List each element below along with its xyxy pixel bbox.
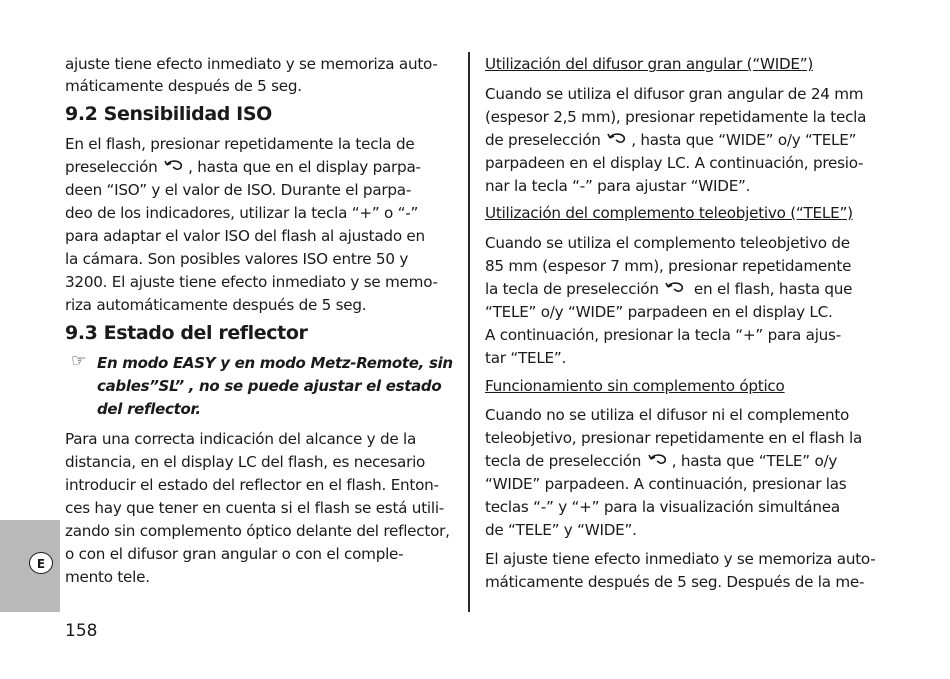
subheading-wide: Utilización del difusor gran angular (“WIDE”) xyxy=(485,55,814,73)
body-line: parpadeen en el display LC. A continuación, presio- xyxy=(485,154,864,172)
body-line: En el flash, presionar repetidamente la tecla de xyxy=(65,135,415,153)
body-line: distancia, en el display LC del flash, es necesario xyxy=(65,453,426,471)
intro-line: ajuste tiene efecto inmediato y se memoriza auto- xyxy=(65,55,438,73)
curved-arrow-icon xyxy=(607,132,629,146)
body-line: la tecla de preselección en el flash, hasta que xyxy=(485,280,853,298)
note-line: En modo EASY y en modo Metz-Remote, sin xyxy=(97,354,453,372)
body-line: “TELE” o/y “WIDE” parpadeen en el display LC. xyxy=(485,303,833,321)
body-line: A continuación, presionar la tecla “+” para ajus- xyxy=(485,326,841,344)
body-line: 85 mm (espesor 7 mm), presionar repetidamente xyxy=(485,257,852,275)
body-line: preselección , hasta que en el display parpa- xyxy=(65,158,421,176)
body-line: de “TELE” y “WIDE”. xyxy=(485,521,637,539)
body-line: ces hay que tener en cuenta si el flash se está utili- xyxy=(65,499,445,517)
body-line: o con el difusor gran angular o con el comple- xyxy=(65,545,404,563)
language-badge: E xyxy=(29,552,53,574)
body-line: Cuando se utiliza el difusor gran angular de 24 mm xyxy=(485,85,864,103)
body-line: riza automáticamente después de 5 seg. xyxy=(65,296,367,314)
body-line: para adaptar el valor ISO del flash al ajustado en xyxy=(65,227,425,245)
body-line: introducir el estado del reflector en el flash. Enton- xyxy=(65,476,439,494)
body-line: tecla de preselección , hasta que “TELE” o/y xyxy=(485,452,838,470)
subheading-no-optic: Funcionamiento sin complemento óptico xyxy=(485,377,785,395)
body-line: El ajuste tiene efecto inmediato y se memoriza auto- xyxy=(485,550,876,568)
body-line: deo de los indicadores, utilizar la tecla “+” o “-” xyxy=(65,204,419,222)
column-divider xyxy=(468,52,470,612)
section-heading-iso: 9.2 Sensibilidad ISO xyxy=(65,103,272,125)
body-line: teleobjetivo, presionar repetidamente en el flash la xyxy=(485,429,862,447)
body-line: de preselección , hasta que “WIDE” o/y “TELE” xyxy=(485,131,857,149)
body-line: nar la tecla “-” para ajustar “WIDE”. xyxy=(485,177,751,195)
section-heading-reflector: 9.3 Estado del reflector xyxy=(65,322,308,344)
body-line: Para una correcta indicación del alcance y de la xyxy=(65,430,417,448)
page-number: 158 xyxy=(65,621,98,641)
body-line: Cuando no se utiliza el difusor ni el complemento xyxy=(485,406,850,424)
body-line: mento tele. xyxy=(65,568,150,586)
note-line: del reflector. xyxy=(97,400,201,418)
body-line: teclas “-” y “+” para la visualización simultánea xyxy=(485,498,840,516)
curved-arrow-icon xyxy=(164,159,186,173)
curved-arrow-icon xyxy=(665,281,687,295)
body-line: zando sin complemento óptico delante del reflector, xyxy=(65,522,450,540)
pointing-hand-icon: ☞ xyxy=(71,351,87,371)
curved-arrow-icon xyxy=(648,453,670,467)
body-line: tar “TELE”. xyxy=(485,349,567,367)
body-line: Cuando se utiliza el complemento teleobjetivo de xyxy=(485,234,850,252)
body-line: la cámara. Son posibles valores ISO entre 50 y xyxy=(65,250,409,268)
body-line: (espesor 2,5 mm), presionar repetidamente la tecla xyxy=(485,108,867,126)
note-line: cables”SL” , no se puede ajustar el estado xyxy=(97,377,442,395)
body-line: máticamente después de 5 seg. Después de la me- xyxy=(485,573,865,591)
body-line: “WIDE” parpadeen. A continuación, presionar las xyxy=(485,475,847,493)
body-line: deen “ISO” y el valor de ISO. Durante el parpa- xyxy=(65,181,412,199)
intro-line: máticamente después de 5 seg. xyxy=(65,77,302,95)
body-line: 3200. El ajuste tiene efecto inmediato y se memo- xyxy=(65,273,438,291)
subheading-tele: Utilización del complemento teleobjetivo (“TELE”) xyxy=(485,204,853,222)
